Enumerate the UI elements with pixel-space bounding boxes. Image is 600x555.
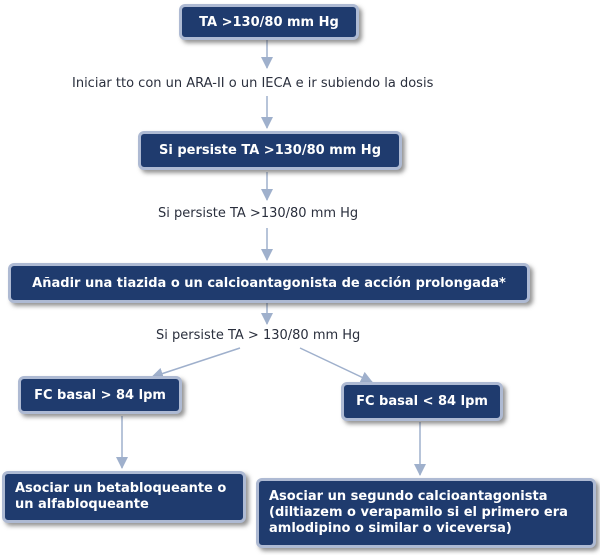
node-hr-below-84: [341, 382, 503, 421]
node-hr-above-84-text: FC basal > 84 lpm: [34, 387, 166, 403]
arrow-branch-left: [152, 348, 240, 377]
node-add-betablocker-text: [15, 481, 226, 513]
edge-label-initiate-treatment: Iniciar tto con un ARA-II o un IECA e ir subiendo la dosis: [72, 76, 434, 91]
node-add-betablocker: [2, 471, 246, 523]
node-persists-1: [138, 131, 402, 170]
node-ta-initial: [179, 4, 359, 40]
edge-label-persists-3: Si persiste TA > 130/80 mm Hg: [156, 328, 361, 343]
node-add-second-ccb-text: [269, 489, 568, 537]
node-add-thiazide-text: Añadir una tiazida o un calcioantagonista de acción prolongada*: [32, 275, 506, 291]
arrow-branch-right: [300, 348, 372, 382]
node-add-betablocker-line-2: un alfabloqueante: [15, 497, 149, 512]
edge-label-persists-2: Si persiste TA >130/80 mm Hg: [158, 206, 359, 221]
node-hr-above-84: [18, 376, 182, 414]
node-persists-1-text: Si persiste TA >130/80 mm Hg: [158, 143, 381, 158]
node-add-second-ccb-line-2: (diltiazem o verapamilo si el primero era: [269, 505, 568, 520]
node-add-second-ccb-line-1: Asociar un segundo calcioantagonista: [269, 489, 548, 504]
node-add-betablocker-line-1: Asociar un betabloqueante o: [15, 481, 227, 496]
node-hr-below-84-text: FC basal < 84 lpm: [356, 394, 488, 409]
node-add-second-ccb-line-3: amlodipino o similar o viceversa): [269, 521, 512, 536]
node-ta-initial-text: TA >130/80 mm Hg: [199, 14, 339, 30]
node-add-second-ccb: [256, 478, 596, 548]
node-add-thiazide: [8, 263, 530, 303]
